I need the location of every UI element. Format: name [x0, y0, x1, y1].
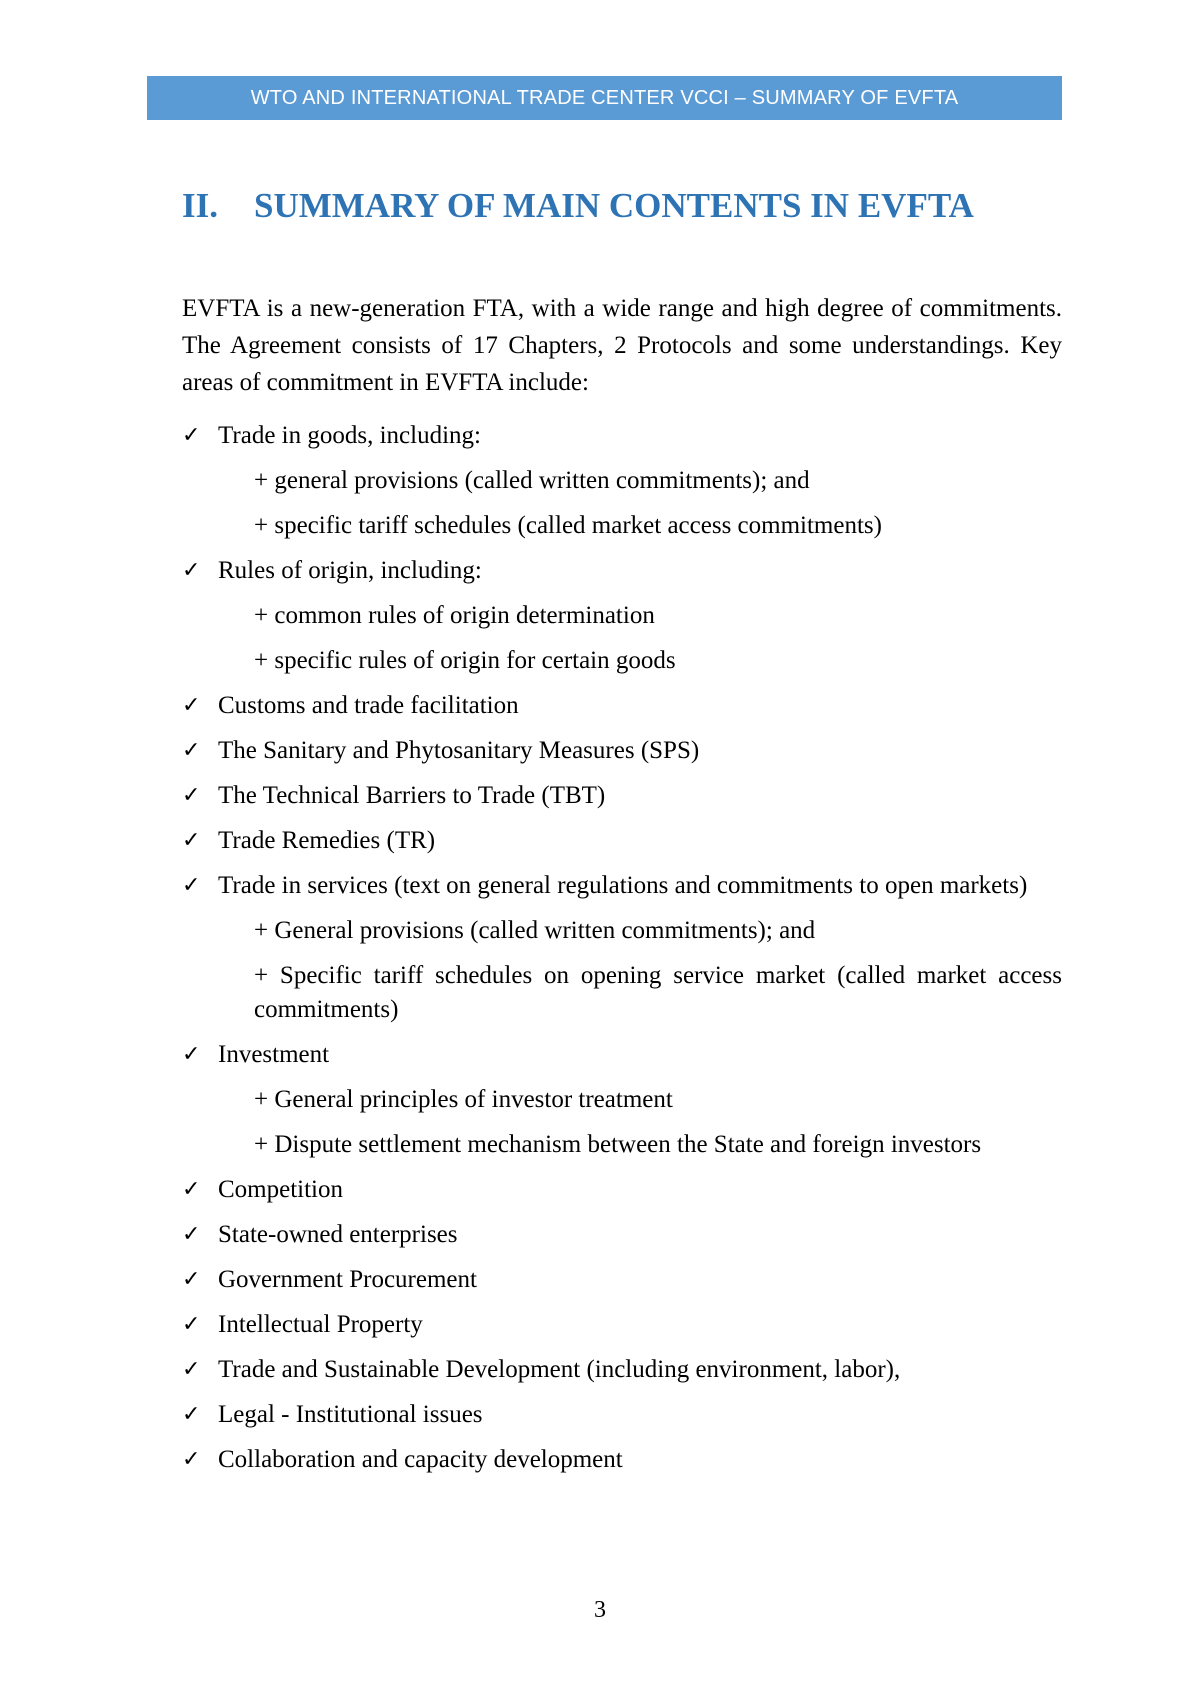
list-item-text: Customs and trade facilitation	[218, 692, 519, 719]
checkmark-icon: ✓	[182, 1357, 201, 1382]
list-item	[182, 1437, 1062, 1482]
list-item	[182, 1212, 1062, 1257]
checkmark-icon: ✓	[182, 558, 201, 583]
list-item	[182, 413, 1062, 548]
sub-list-item: + general provisions (called written commitments); and	[254, 467, 810, 494]
list-item	[182, 1167, 1062, 1212]
list-item-text: Trade in services (text on general regulations and commitments to open markets)	[218, 872, 1028, 899]
section-title: SUMMARY OF MAIN CONTENTS IN EVFTA	[254, 186, 974, 225]
list-item	[182, 863, 1062, 1032]
checkmark-icon: ✓	[182, 423, 201, 448]
list-item	[182, 1392, 1062, 1437]
checkmark-icon: ✓	[182, 1177, 201, 1202]
checkmark-icon: ✓	[182, 783, 201, 808]
list-item	[182, 1257, 1062, 1302]
intro-paragraph: EVFTA is a new-generation FTA, with a wide range and high degree of commitments. The Agreement consists of 17 Chapters, 2 Protocols and some understandings. Key areas of commitment in EVFTA include:	[182, 295, 1062, 396]
page-number: 3	[594, 1597, 606, 1623]
list-item-text: Trade in goods, including:	[218, 422, 481, 449]
list-item	[182, 1347, 1062, 1392]
list-item-text: Trade and Sustainable Development (including environment, labor),	[218, 1356, 901, 1383]
list-item-text: Collaboration and capacity development	[218, 1446, 623, 1473]
checkmark-icon: ✓	[182, 873, 201, 898]
section-number: II.	[182, 186, 218, 225]
sub-list-item: + common rules of origin determination	[254, 602, 655, 629]
checkmark-icon: ✓	[182, 1447, 201, 1472]
checkmark-icon: ✓	[182, 738, 201, 763]
list-item	[182, 548, 1062, 683]
list-item	[182, 773, 1062, 818]
main-content	[182, 290, 1062, 1482]
checkmark-icon: ✓	[182, 1312, 201, 1337]
sub-list-item: + General principles of investor treatment	[254, 1086, 673, 1113]
list-item	[182, 683, 1062, 728]
list-item	[182, 818, 1062, 863]
list-item	[182, 728, 1062, 773]
sub-list-item: + General provisions (called written commitments); and	[254, 917, 816, 944]
sub-list-item: + Specific tariff schedules on opening service market (called market access commitments)	[254, 962, 1062, 1023]
sub-list	[218, 908, 1062, 1032]
checkmark-icon: ✓	[182, 828, 201, 853]
checkmark-icon: ✓	[182, 1222, 201, 1247]
checkmark-icon: ✓	[182, 1402, 201, 1427]
checkmark-icon: ✓	[182, 693, 201, 718]
checkmark-icon: ✓	[182, 1042, 201, 1067]
list-item-text: The Technical Barriers to Trade (TBT)	[218, 782, 606, 809]
list-item-text: Investment	[218, 1041, 330, 1068]
commitment-list	[182, 413, 1062, 1482]
sub-list-item: + Dispute settlement mechanism between the State and foreign investors	[254, 1131, 982, 1158]
sub-list	[218, 458, 1062, 548]
list-item-text: Intellectual Property	[218, 1311, 423, 1338]
sub-list-item: + specific tariff schedules (called market access commitments)	[254, 512, 882, 539]
list-item	[182, 1302, 1062, 1347]
list-item-text: Government Procurement	[218, 1266, 477, 1293]
sub-list-item: + specific rules of origin for certain goods	[254, 647, 676, 674]
sub-list	[218, 593, 1062, 683]
checkmark-icon: ✓	[182, 1267, 201, 1292]
list-item-text: Trade Remedies (TR)	[218, 827, 436, 854]
running-header: WTO AND INTERNATIONAL TRADE CENTER VCCI – SUMMARY OF EVFTA	[147, 76, 1062, 120]
list-item-text: The Sanitary and Phytosanitary Measures (SPS)	[218, 737, 700, 764]
list-item	[182, 1032, 1062, 1167]
list-item-text: Competition	[218, 1176, 343, 1203]
list-item-text: Legal - Institutional issues	[218, 1401, 483, 1428]
list-item-text: State-owned enterprises	[218, 1221, 458, 1248]
list-item-text: Rules of origin, including:	[218, 557, 482, 584]
section-heading	[182, 186, 974, 226]
sub-list	[218, 1077, 1062, 1167]
